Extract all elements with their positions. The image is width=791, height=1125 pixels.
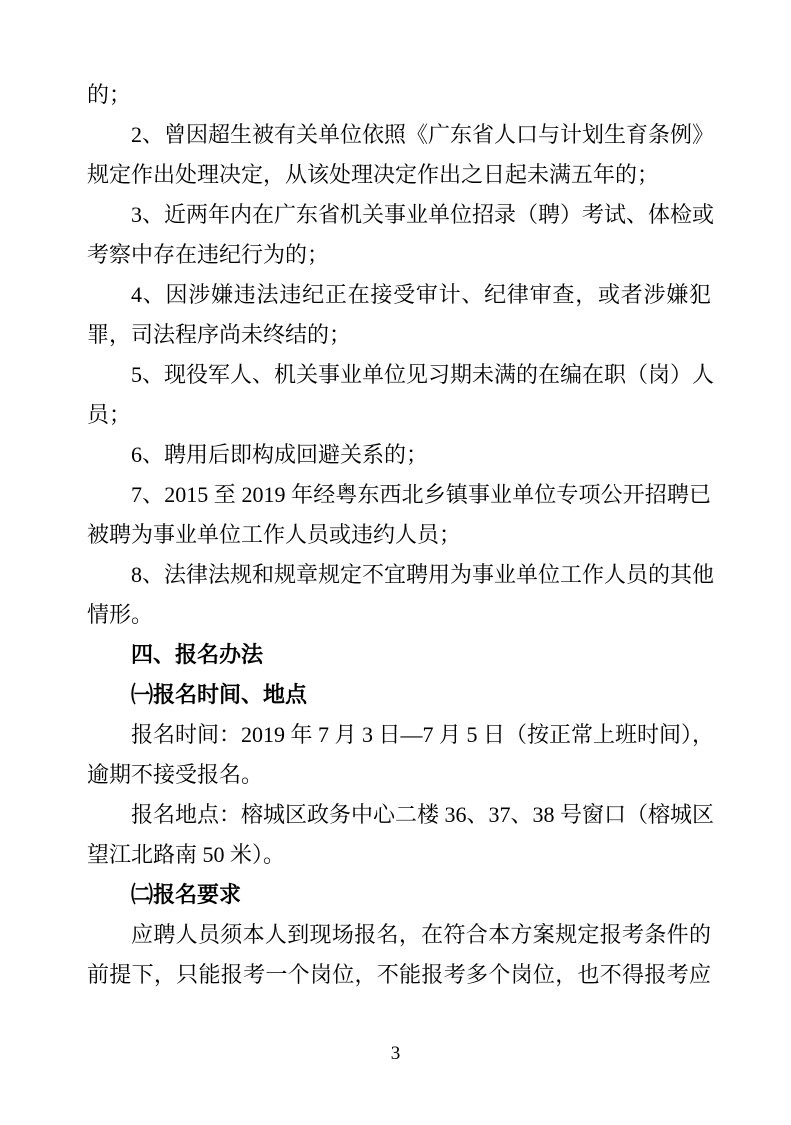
doc-line: 的； xyxy=(87,82,132,107)
doc-line-reg-location: 报名地点：榕城区政务中心二楼 36、37、38 号窗口（榕城区 xyxy=(131,802,715,827)
doc-line: 考察中存在违纪行为的； xyxy=(87,242,330,267)
doc-line: 员； xyxy=(87,402,132,427)
heading-reg-time-location: ㈠报名时间、地点 xyxy=(131,682,308,707)
doc-line: 逾期不接受报名。 xyxy=(87,762,264,787)
doc-line-item-6: 6、聘用后即构成回避关系的； xyxy=(131,442,429,467)
page-number: 3 xyxy=(390,1043,401,1064)
doc-line: 望江北路南 50 米）。 xyxy=(87,842,286,867)
doc-line-reg-rule: 应聘人员须本人到现场报名，在符合本方案规定报考条件的 xyxy=(131,922,711,947)
document-body xyxy=(87,75,715,995)
heading-reg-requirements: ㈡报名要求 xyxy=(131,882,242,907)
doc-line: 规定作出处理决定，从该处理决定作出之日起未满五年的； xyxy=(87,162,660,187)
doc-line: 罪，司法程序尚未终结的； xyxy=(87,322,352,347)
doc-line-item-2: 2、曾因超生被有关单位依照《广东省人口与计划生育条例》 xyxy=(131,122,715,147)
heading-section-four: 四、报名办法 xyxy=(131,642,264,667)
doc-line: 情形。 xyxy=(87,602,154,627)
doc-line: 被聘为事业单位工作人员或违约人员； xyxy=(87,522,462,547)
doc-line-reg-time: 报名时间：2019 年 7 月 3 日—7 月 5 日（按正常上班时间）， xyxy=(131,722,715,747)
doc-line-item-3: 3、近两年内在广东省机关事业单位招录（聘）考试、体检或 xyxy=(131,202,715,227)
doc-line-item-4: 4、因涉嫌违法违纪正在接受审计、纪律审查，或者涉嫌犯 xyxy=(131,282,711,307)
doc-line: 前提下，只能报考一个岗位，不能报考多个岗位，也不得报考应 xyxy=(87,962,711,987)
doc-line-item-8: 8、法律法规和规章规定不宜聘用为事业单位工作人员的其他 xyxy=(131,562,715,587)
doc-line-item-7: 7、2015 至 2019 年经粤东西北乡镇事业单位专项公开招聘已 xyxy=(131,482,711,507)
doc-line-item-5: 5、现役军人、机关事业单位见习期未满的在编在职（岗）人 xyxy=(131,362,715,387)
